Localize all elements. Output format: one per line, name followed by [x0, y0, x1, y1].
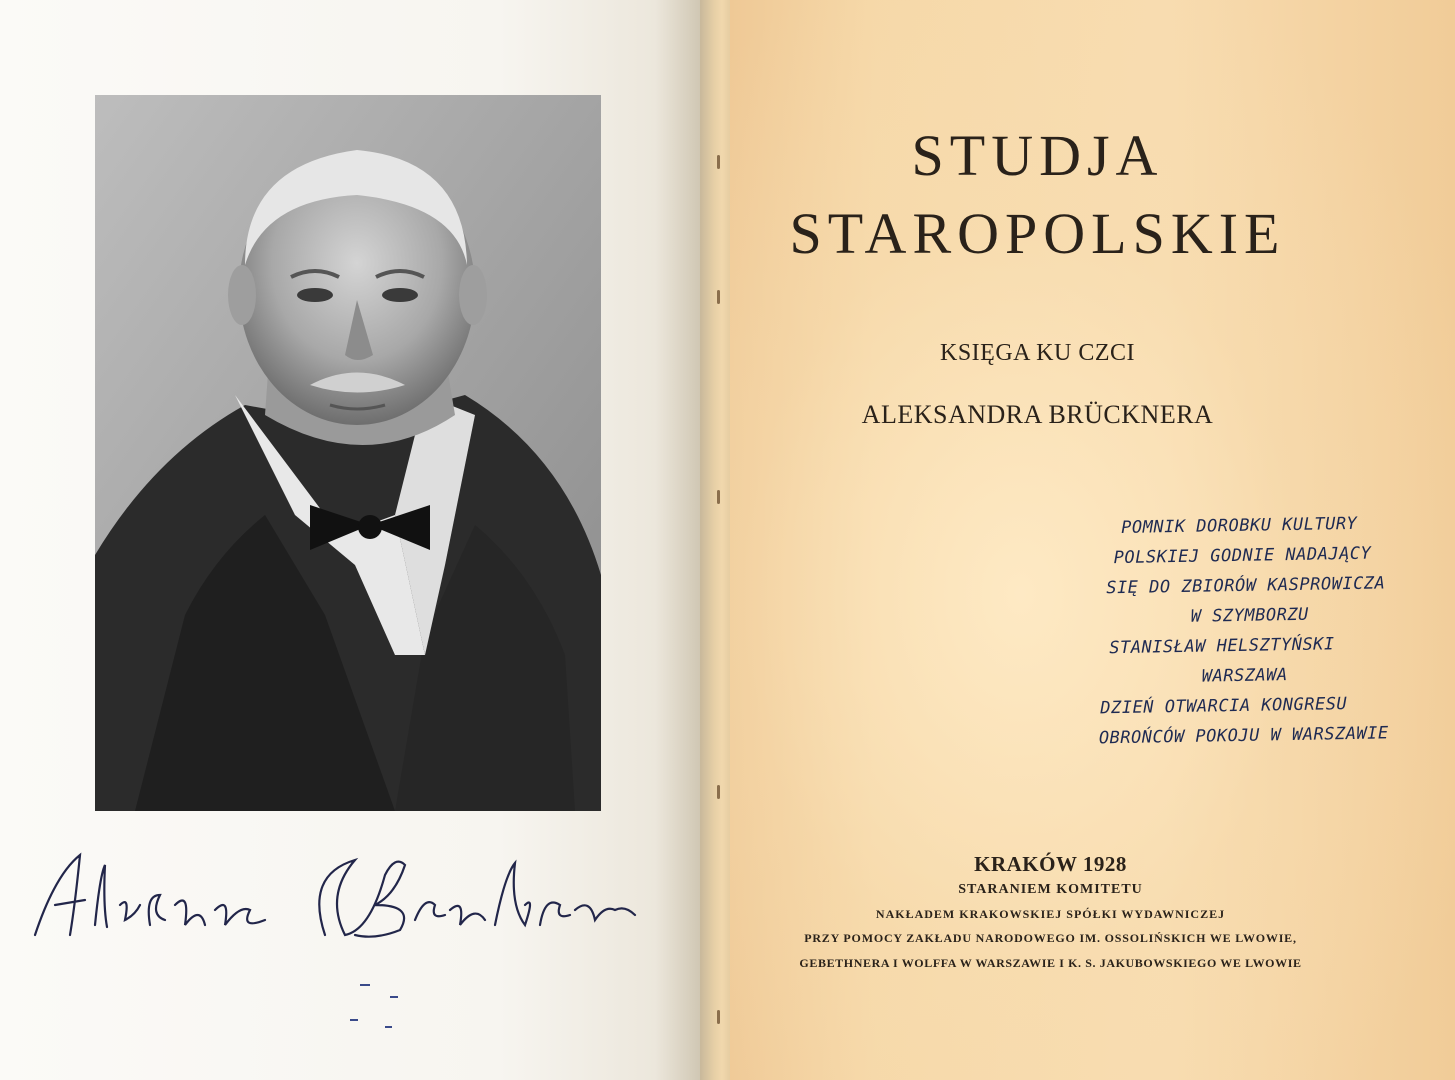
imprint-place-year: KRAKÓW 1928 — [974, 852, 1127, 876]
dedication-line: W SZYMBORZU — [1190, 604, 1310, 627]
book-title-line1: STUDJA — [911, 123, 1164, 188]
dedication-line: POMNIK DOROBKU KULTURY — [1121, 513, 1358, 538]
subtitle-line2: ALEKSANDRA BRÜCKNERA — [861, 400, 1214, 429]
dedication-line: DZIEŃ OTWARCIA KONGRESU — [1100, 694, 1348, 719]
binding-stitch — [717, 785, 720, 799]
imprint-line: NAKŁADEM KRAKOWSKIEJ SPÓŁKI WYDAWNICZEJ — [875, 907, 1226, 921]
book-title-line2: STAROPOLSKIE — [789, 201, 1286, 266]
subtitle-line1: KSIĘGA KU CZCI — [939, 340, 1135, 366]
ink-marks — [330, 975, 450, 1035]
binding-stitch — [717, 490, 720, 504]
imprint-line: PRZY POMOCY ZAKŁADU NARODOWEGO IM. OSSOLIŃSKICH WE LWOWIE, — [804, 931, 1297, 945]
handwritten-dedication — [1098, 507, 1455, 753]
signature — [25, 835, 645, 955]
binding-stitch — [717, 290, 720, 304]
binding-stitch — [717, 1010, 720, 1024]
dedication-line: POLSKIEJ GODNIE NADAJĄCY — [1113, 543, 1372, 569]
dedication-line: OBROŃCÓW POKOJU W WARSZAWIE — [1098, 723, 1389, 749]
right-page — [730, 0, 1455, 1080]
left-page — [0, 0, 712, 1080]
imprint-line: GEBETHNERA I WOLFFA W WARSZAWIE I K. S. JAKUBOWSKIEGO WE LWOWIE — [799, 956, 1302, 970]
imprint-line: STARANIEM KOMITETU — [958, 882, 1143, 897]
dedication-line: STANISŁAW HELSZTYŃSKI — [1109, 634, 1335, 659]
dedication-line: WARSZAWA — [1201, 665, 1288, 687]
portrait-photograph — [95, 95, 601, 811]
dedication-line: SIĘ DO ZBIORÓW KASPROWICZA — [1106, 573, 1386, 599]
